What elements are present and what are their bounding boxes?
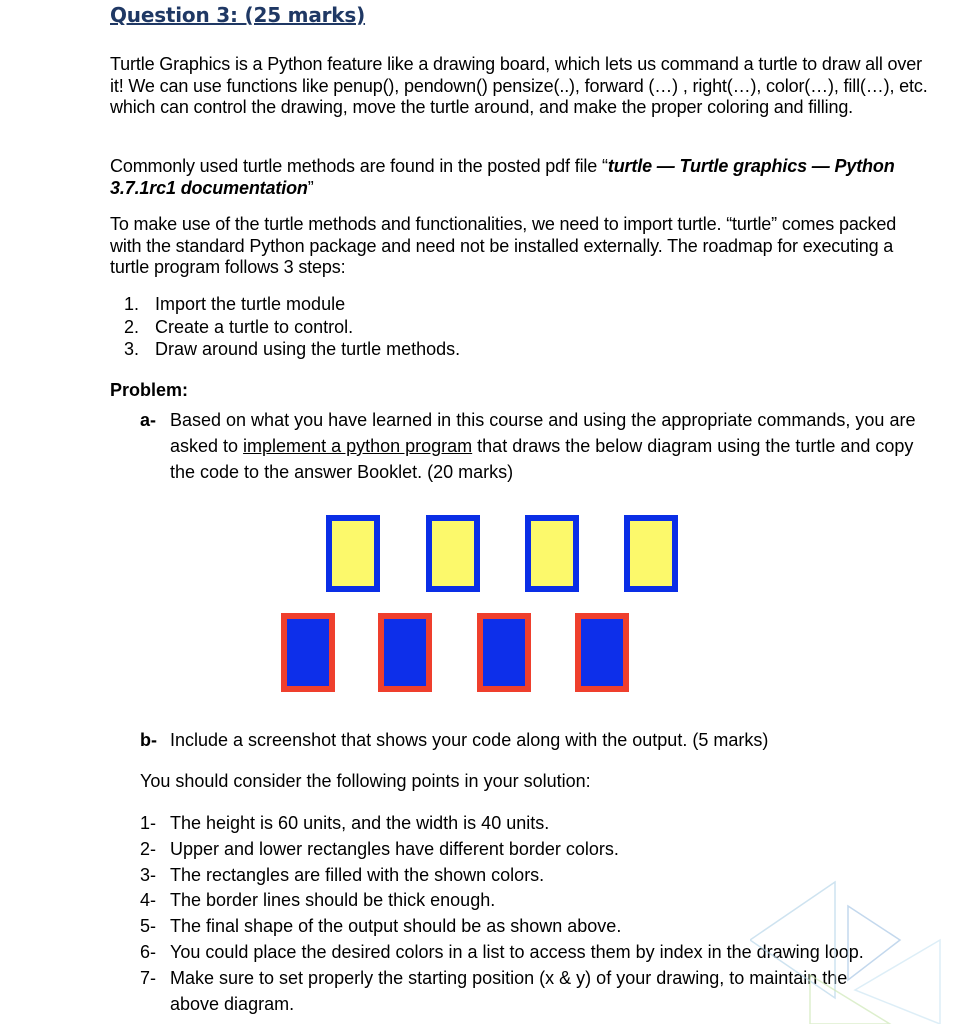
watermark-arrows-icon	[750, 880, 950, 1024]
part-b-text: Include a screenshot that shows your code along with the output. (5 marks)	[170, 730, 769, 750]
lower-rectangle	[477, 613, 531, 692]
consider-text: You should consider the following points in your solution:	[140, 771, 591, 791]
part-a-label: a-	[140, 410, 157, 430]
list-item	[140, 837, 940, 863]
step-text: Create a turtle to control.	[155, 316, 354, 337]
point-text: The border lines should be thick enough.	[170, 890, 496, 911]
point-text: Make sure to set properly the starting position (x & y) of your drawing, to maintain the	[170, 967, 848, 988]
point-text: The rectangles are filled with the shown colors.	[170, 864, 545, 885]
point-text: You could place the desired colors in a list to access them by index in the drawing loop.	[170, 941, 864, 962]
part-a-text-start: Based on what you have learned in this course and using the appropriate commands, you are asked to	[170, 410, 916, 456]
upper-rectangle	[525, 515, 579, 592]
list-item	[124, 338, 724, 361]
upper-rectangle	[426, 515, 480, 592]
point-number: 2-	[140, 838, 157, 859]
question-heading: Question 3: (25 marks)	[110, 3, 366, 27]
step-text: Import the turtle module	[155, 294, 346, 314]
upper-rectangle	[624, 515, 678, 592]
roadmap-paragraph: To make use of the turtle methods and functionalities, we need to import turtle. “turtle” comes packed with the standard Python package and need not be installed externally. The roadmap for executing a turtle program follows 3 steps:	[110, 214, 897, 277]
implement-program-link: implement a python program	[243, 436, 473, 456]
part-a-text	[170, 407, 930, 485]
point-number: 7-	[140, 967, 157, 988]
lower-rectangle	[378, 613, 432, 692]
problem-title: Problem:	[110, 380, 189, 400]
point-number: 1-	[140, 813, 157, 833]
intro-paragraph: Turtle Graphics is a Python feature like a drawing board, which lets us command a turtle to draw all over it! We can use functions like penup(), pendown() pensize(..), forward (…) , right(…), color(…), fill(…), etc. which can control the drawing, move the turtle around, and make the proper coloring and filling.	[110, 54, 928, 117]
reference-prefix: Commonly used turtle methods are found in the posted pdf file “	[110, 156, 608, 176]
list-item	[124, 293, 724, 316]
reference-document-title: turtle — Turtle graphics — Python 3.7.1rc1 documentation	[110, 156, 895, 198]
part-a-text-end: that draws the below diagram using the turtle and copy the code to the answer Booklet. (20 marks)	[170, 436, 914, 482]
point-text: Upper and lower rectangles have different border colors.	[170, 838, 619, 859]
upper-rectangle	[326, 515, 380, 592]
point-text: The final shape of the output should be as shown above.	[170, 916, 622, 937]
list-item	[140, 811, 940, 837]
point-number: 6-	[140, 941, 157, 962]
steps-list	[124, 293, 724, 361]
reference-suffix: ”	[307, 177, 314, 198]
lower-rectangle	[281, 613, 335, 692]
point-number: 5-	[140, 916, 157, 937]
step-number: 3.	[124, 339, 140, 359]
list-item	[124, 316, 724, 339]
lower-rectangle	[575, 613, 629, 692]
reference-paragraph	[110, 156, 930, 199]
step-number: 2.	[124, 316, 140, 337]
step-number: 1.	[124, 294, 140, 314]
point-text: above diagram.	[170, 993, 295, 1014]
part-b-label: b-	[140, 730, 157, 750]
point-number: 3-	[140, 864, 157, 885]
point-text: The height is 60 units, and the width is 40 units.	[170, 813, 550, 833]
step-text: Draw around using the turtle methods.	[155, 339, 461, 359]
point-number: 4-	[140, 890, 157, 911]
